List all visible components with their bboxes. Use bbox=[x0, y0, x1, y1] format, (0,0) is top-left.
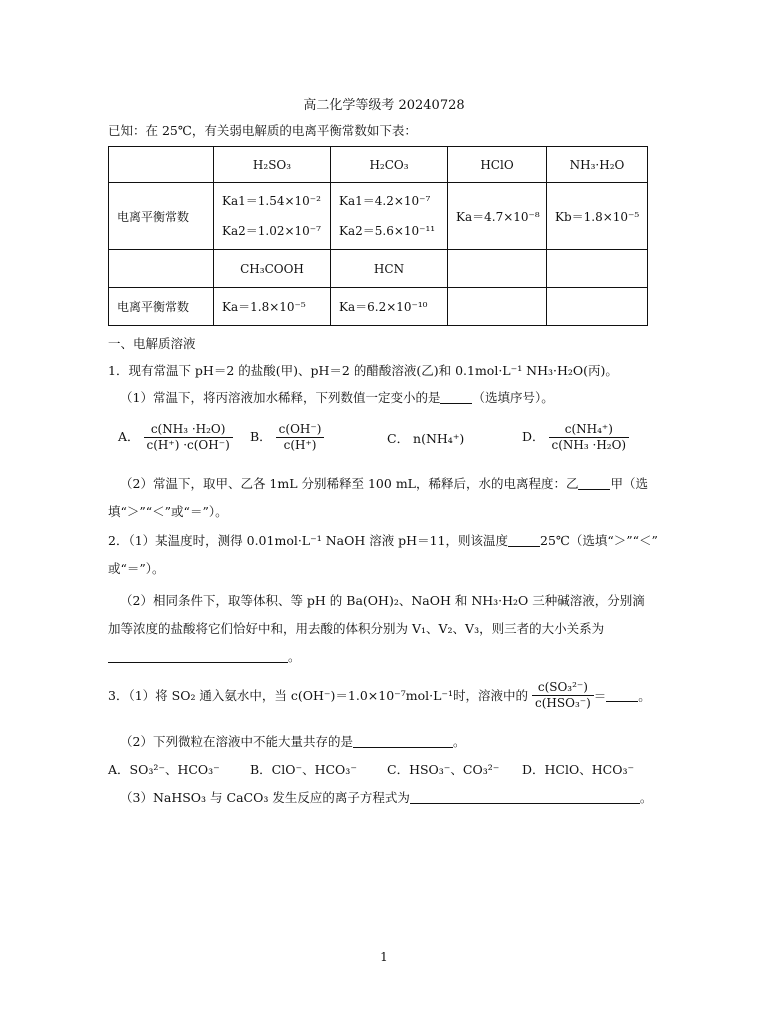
page-number: 1 bbox=[380, 950, 388, 964]
q2-p2-end: 。 bbox=[288, 649, 301, 664]
q1-option-b bbox=[250, 422, 324, 453]
option-d-fraction bbox=[549, 422, 630, 453]
fraction-numerator: c(OH⁻) bbox=[276, 422, 325, 438]
q3-p1-text: 3．（1）将 SO₂ 通入氨水中，当 c(OH⁻)＝1.0×10⁻⁷mol·L⁻¹时，溶液中的 bbox=[108, 687, 529, 703]
table-empty-cell-1 bbox=[448, 288, 547, 326]
question-1-stem: 1．现有常温下 pH＝2 的盐酸(甲)、pH＝2 的醋酸溶液(乙)和 0.1mol·L⁻¹ NH₃·H₂O(丙)。 bbox=[108, 363, 618, 378]
ionization-constant-table bbox=[108, 146, 648, 326]
table-header-h2co3: H₂CO₃ bbox=[331, 147, 448, 183]
fraction-numerator: c(SO₃²⁻) bbox=[532, 680, 594, 696]
h2so3-ka2: Ka2＝1.02×10⁻⁷ bbox=[222, 224, 321, 238]
question-1-part-1 bbox=[120, 389, 554, 407]
answer-blank[interactable] bbox=[606, 689, 638, 702]
section-heading: 一、电解质溶液 bbox=[108, 336, 196, 351]
table-header-hclo: HClO bbox=[448, 147, 547, 183]
q3-p2-end: 。 bbox=[452, 734, 466, 749]
q3-p3-text: （3）NaHSO₃ 与 CaCO₃ 发生反应的离子方程式为 bbox=[120, 790, 410, 805]
table-empty-cell-2 bbox=[547, 288, 648, 326]
table-cell-h2co3-constants bbox=[331, 183, 448, 250]
fraction-denominator: c(NH₃ ·H₂O) bbox=[551, 438, 627, 452]
table-row-label: 电离平衡常数 bbox=[109, 183, 214, 250]
fraction-numerator: c(NH₃ ·H₂O) bbox=[144, 422, 233, 438]
table-header-empty-2 bbox=[547, 250, 648, 288]
q1-p2-text-end: 甲（选 bbox=[610, 476, 648, 491]
answer-blank[interactable] bbox=[353, 735, 453, 748]
question-2-part-2-line-1: （2）相同条件下，取等体积、等 pH 的 Ba(OH)₂、NaOH 和 NH₃·H₂O 三种碱溶液，分别滴 bbox=[120, 593, 645, 608]
option-d-label: D． bbox=[522, 429, 545, 444]
question-1-part-2 bbox=[120, 475, 648, 493]
question-3-part-3 bbox=[120, 789, 652, 807]
answer-blank[interactable] bbox=[508, 534, 540, 547]
table-header-empty-1 bbox=[448, 250, 547, 288]
fraction-denominator: c(H⁺) ·c(OH⁻) bbox=[146, 438, 230, 452]
fraction-denominator: c(H⁺) bbox=[283, 438, 317, 452]
question-3-part-2 bbox=[120, 733, 465, 751]
intro-text: 已知：在 25℃，有关弱电解质的电离平衡常数如下表： bbox=[108, 123, 417, 138]
q3-option-b: B．ClO⁻、HCO₃⁻ bbox=[250, 762, 357, 777]
option-a-fraction bbox=[144, 422, 233, 453]
q1-p1-text: （1）常温下，将丙溶液加水稀释，下列数值一定变小的是 bbox=[120, 390, 441, 405]
answer-blank[interactable] bbox=[578, 477, 610, 490]
h2co3-ka2: Ka2＝5.6×10⁻¹¹ bbox=[339, 224, 436, 238]
question-2-part-2-line-3 bbox=[108, 648, 301, 666]
ch3cooh-ka: Ka＝1.8×10⁻⁵ bbox=[214, 288, 331, 326]
q1-option-d bbox=[522, 422, 629, 453]
q1-p2-text: （2）常温下，取甲、乙各 1mL 分别稀释至 100 mL，稀释后，水的电离程度：乙 bbox=[120, 476, 579, 491]
h2co3-ka1: Ka1＝4.2×10⁻⁷ bbox=[339, 194, 431, 208]
q3-ratio-fraction bbox=[532, 680, 594, 711]
q1-option-a bbox=[118, 422, 233, 453]
question-2-part-2-line-2: 加等浓度的盐酸将它们恰好中和，用去酸的体积分别为 V₁、V₂、V₃，则三者的大小关系为 bbox=[108, 621, 605, 636]
option-b-label: B． bbox=[250, 429, 272, 444]
table-row-label-2: 电离平衡常数 bbox=[109, 288, 214, 326]
table-corner-cell-2 bbox=[109, 250, 214, 288]
table-cell-h2so3-constants bbox=[214, 183, 331, 250]
h2so3-ka1: Ka1＝1.54×10⁻² bbox=[222, 194, 321, 208]
q2-p1-text: 2．（1）某温度时，测得 0.01mol·L⁻¹ NaOH 溶液 pH＝11，则该温度 bbox=[108, 533, 508, 548]
q3-option-c: C．HSO₃⁻、CO₃²⁻ bbox=[387, 762, 500, 777]
answer-blank[interactable] bbox=[440, 391, 472, 404]
question-2-part-1 bbox=[108, 532, 658, 550]
question-1-part-2-line-2: 填“＞”“＜”或“＝”）。 bbox=[108, 504, 228, 519]
hclo-ka: Ka＝4.7×10⁻⁸ bbox=[448, 183, 547, 250]
q2-p1-text-end: 25℃（选填“＞”“＜” bbox=[540, 533, 658, 548]
option-b-fraction bbox=[276, 422, 325, 453]
q3-option-a: A．SO₃²⁻、HCO₃⁻ bbox=[108, 762, 220, 777]
equals-sign: ＝ bbox=[593, 688, 607, 704]
table-header-hcn: HCN bbox=[331, 250, 448, 288]
hcn-ka: Ka＝6.2×10⁻¹⁰ bbox=[331, 288, 448, 326]
q3-p1-end: 。 bbox=[638, 688, 651, 704]
question-3-part-1 bbox=[108, 680, 651, 711]
option-a-label: A． bbox=[118, 429, 140, 444]
q3-option-d: D．HClO、HCO₃⁻ bbox=[522, 762, 635, 777]
answer-blank[interactable] bbox=[410, 791, 640, 804]
q3-p2-text: （2）下列微粒在溶液中不能大量共存的是 bbox=[120, 734, 353, 749]
nh3-kb: Kb＝1.8×10⁻⁵ bbox=[547, 183, 648, 250]
table-header-ch3cooh: CH₃COOH bbox=[214, 250, 331, 288]
table-header-h2so3: H₂SO₃ bbox=[214, 147, 331, 183]
q1-p1-end: （选填序号）。 bbox=[472, 390, 554, 405]
q3-p3-end: 。 bbox=[639, 790, 653, 805]
fraction-numerator: c(NH₄⁺) bbox=[549, 422, 630, 438]
table-corner-cell bbox=[109, 147, 214, 183]
page-title: 高二化学等级考 20240728 bbox=[303, 98, 465, 113]
question-2-part-1-line-2: 或“＝”）。 bbox=[108, 561, 165, 576]
answer-blank[interactable] bbox=[108, 650, 288, 663]
fraction-denominator: c(HSO₃⁻) bbox=[535, 696, 591, 710]
table-header-nh3h2o: NH₃·H₂O bbox=[547, 147, 648, 183]
q1-option-c: C． n(NH₄⁺) bbox=[387, 431, 465, 446]
